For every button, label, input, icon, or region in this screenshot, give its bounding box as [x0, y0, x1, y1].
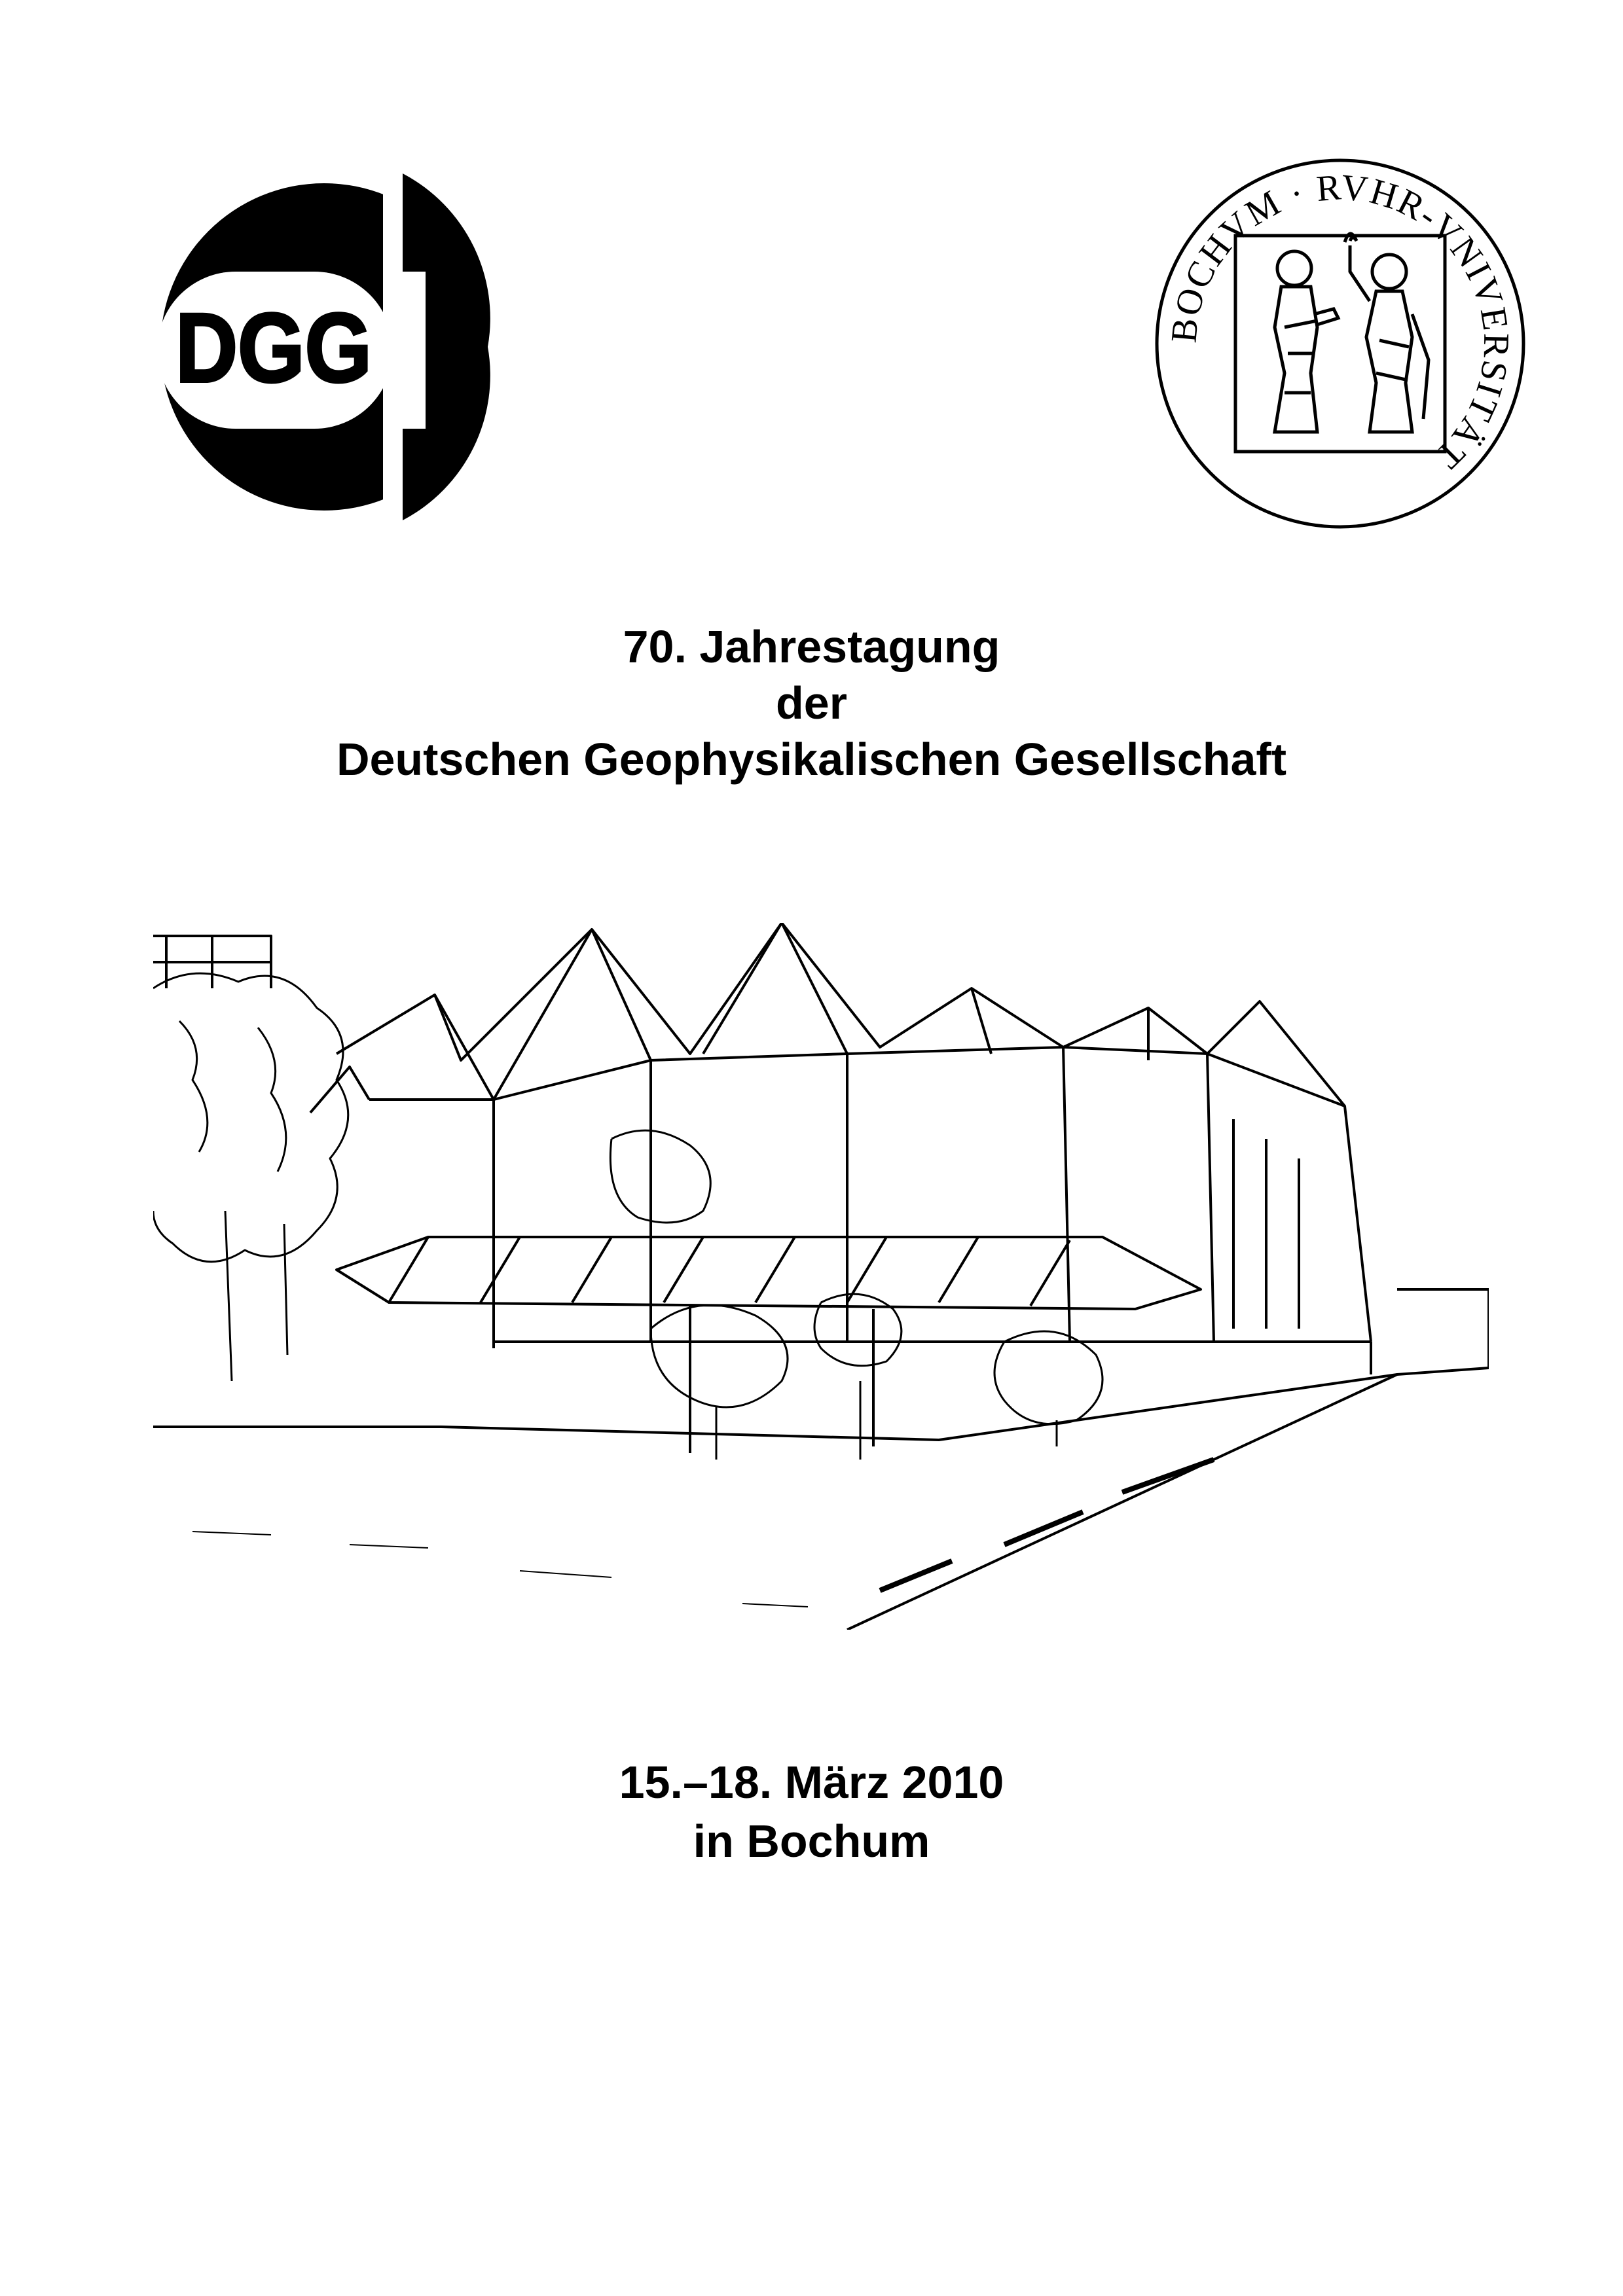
trees — [153, 973, 1103, 1460]
title-line-3: Deutschen Geophysikalischen Gesellschaft — [336, 734, 1287, 785]
dgg-logo-letters: DGG — [175, 293, 372, 403]
seal-figure-left — [1275, 251, 1338, 432]
event-location: in Bochum — [693, 1816, 930, 1867]
building-illustration — [153, 923, 1489, 1630]
title-line-1: 70. Jahrestagung — [623, 621, 1000, 672]
event-dates: 15.–18. März 2010 — [619, 1757, 1004, 1808]
building-roof — [310, 923, 1345, 1113]
conference-title — [0, 619, 1623, 787]
seal-ring-text: BOCHVM · RVHR-VNIVERSITÄT — [1163, 167, 1517, 477]
title-line-2: der — [776, 677, 847, 728]
event-info — [0, 1753, 1623, 1871]
university-seal — [1154, 157, 1527, 530]
svg-text:BOCHVM · RVHR-VNIVERSITÄT — [1163, 167, 1516, 477]
dgg-logo — [157, 173, 491, 520]
left-buildings — [153, 936, 271, 988]
seal-figure-right — [1345, 234, 1429, 432]
